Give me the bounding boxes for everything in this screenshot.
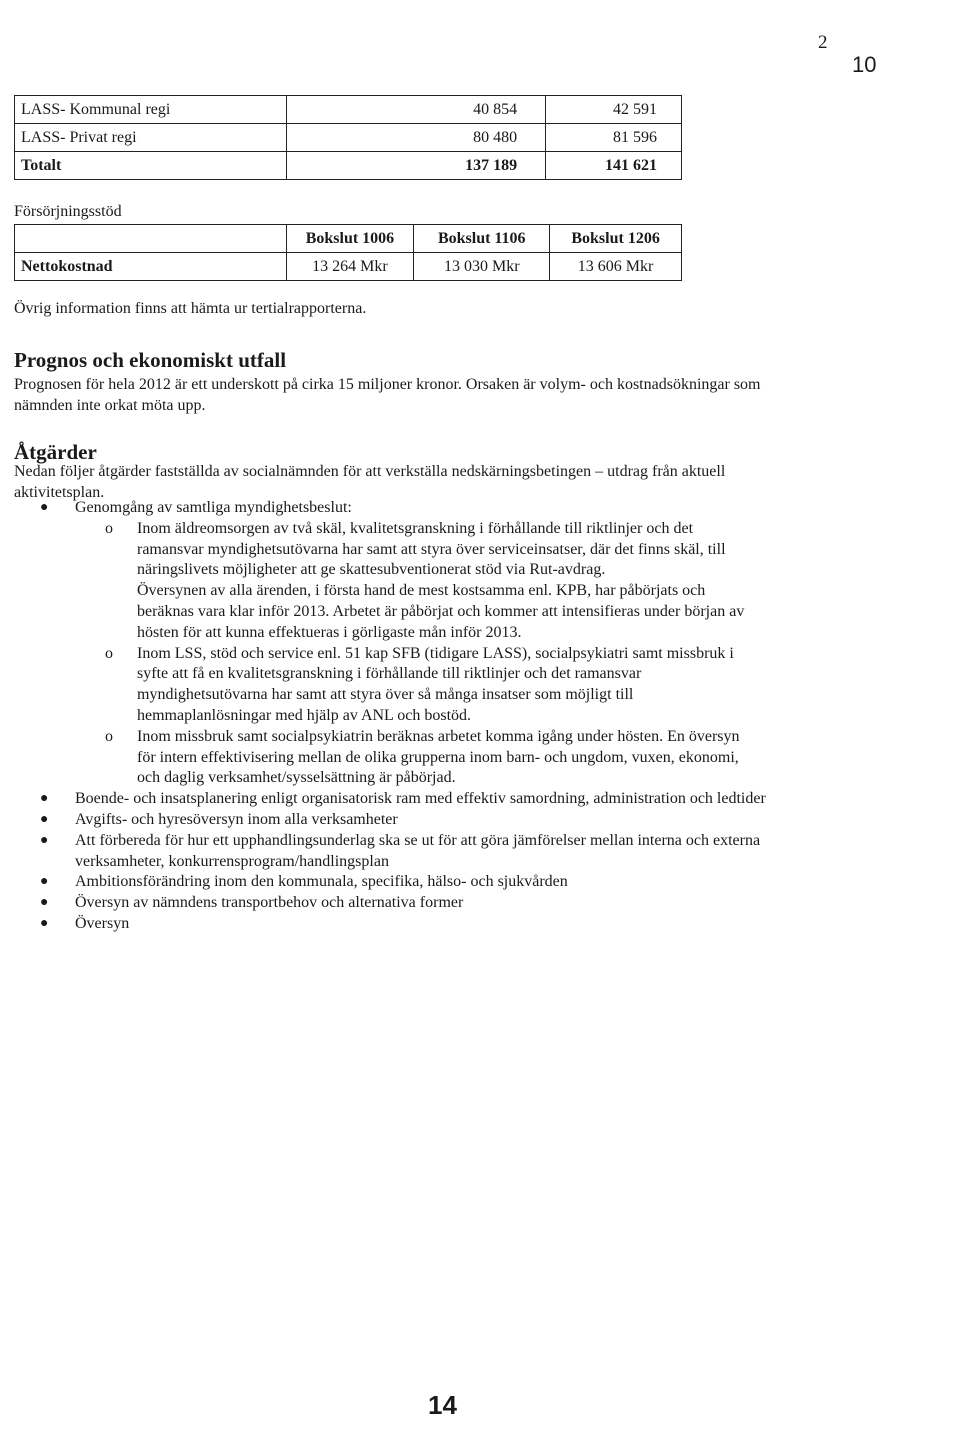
lass-table: [14, 95, 682, 180]
header-cell: Bokslut 1006: [286, 225, 414, 253]
row-value-2: 81 596: [546, 124, 682, 152]
list-item: [14, 872, 814, 893]
forsorjning-title: Försörjningsstöd: [14, 203, 122, 220]
row-value-1: 40 854: [286, 96, 546, 124]
page-number-small: 2: [818, 32, 828, 53]
table-row: [15, 124, 682, 152]
header-cell: Bokslut 1206: [550, 225, 682, 253]
row-value: 13 606 Mkr: [550, 253, 682, 281]
list-item: [14, 498, 814, 789]
header-cell-empty: [15, 225, 287, 253]
atgarder-intro: Nedan följer åtgärder fastställda av socialnämnden för att verkställa nedskärningsbetingen – utdrag från aktuell aktivitetsplan.: [14, 463, 726, 501]
bullet-icon: ●: [40, 874, 49, 890]
info-line: Övrig information finns att hämta ur tertialrapporterna.: [14, 300, 367, 317]
sub-item-text: Inom missbruk samt socialpsykiatrin beräknas arbetet komma igång under hösten. En översyn för intern effektivisering mellan de olika grupperna inom barn- och ungdom, vuxen, ekonomi, och daglig verksamhet/sysselsättning är påbörjad.: [137, 727, 740, 787]
list-item-text: Genomgång av samtliga myndighetsbeslut:: [75, 499, 352, 516]
sub-item-text: Översynen av alla ärenden, i första hand de mest kostsamma enl. KPB, har påbörjats och beräknas vara klar inför 2013. Arbetet är påbörjat och kommer att intensifieras under början av hösten för att kunna effektueras i görligaste mån inför 2013.: [137, 582, 745, 641]
atgarder-heading: Åtgärder: [14, 440, 97, 464]
bullet-icon: ●: [40, 915, 49, 931]
list-item-text: Ambitionsförändring inom den kommunala, specifika, hälso- och sjukvården: [75, 873, 568, 891]
list-item: [14, 789, 814, 810]
list-item-text: Översyn: [75, 914, 130, 932]
row-value-1: 137 189: [286, 152, 546, 180]
row-label: LASS- Privat regi: [15, 124, 287, 152]
page-number-large: 10: [852, 52, 877, 77]
row-label: LASS- Kommunal regi: [15, 96, 287, 124]
bullet-icon: ●: [40, 500, 49, 515]
row-value: 13 030 Mkr: [414, 253, 550, 281]
list-item: [14, 914, 814, 935]
row-value-1: 80 480: [286, 124, 546, 152]
sub-item-text: Inom LSS, stöd och service enl. 51 kap SFB (tidigare LASS), socialpsykiatri samt missbruk i syfte att få en kvalitetsgranskning i förhållande till riktlinjer och det ramansvar myndighetsutövarna har samt att styra över så många insatser som möjligt till hemmaplanlösningar med hjälp av ANL och bostöd.: [137, 644, 734, 724]
prognos-text: Prognosen för hela 2012 är ett underskott på cirka 15 miljoner kronor. Orsaken är volym- och kostnadsökningar som nämnden inte orkat möta upp.: [14, 376, 761, 414]
row-value-2: 141 621: [546, 152, 682, 180]
header-cell: Bokslut 1106: [414, 225, 550, 253]
bullet-icon: ●: [40, 811, 49, 827]
list-item: [14, 810, 814, 831]
footer-page-number: 14: [428, 1390, 457, 1420]
forsorjning-table: [14, 224, 682, 281]
list-item-text: Översyn av nämndens transportbehov och alternativa former: [75, 894, 464, 912]
row-value: 13 264 Mkr: [286, 253, 414, 281]
row-value-2: 42 591: [546, 96, 682, 124]
prognos-heading: Prognos och ekonomiskt utfall: [14, 348, 287, 372]
bullet-icon: ●: [40, 791, 49, 807]
sub-list: [75, 519, 814, 789]
atgarder-list: [14, 498, 814, 935]
table-row: [15, 96, 682, 124]
list-item: [14, 831, 814, 873]
list-item-text: Boende- och insatsplanering enligt organisatorisk ram med effektiv samordning, administration och ledtider: [75, 790, 766, 808]
list-item: [14, 893, 814, 914]
table-row: [15, 253, 682, 281]
circle-bullet-icon: o: [105, 519, 113, 537]
row-label: Totalt: [15, 152, 287, 180]
row-label: Nettokostnad: [15, 253, 287, 281]
table-header-row: [15, 225, 682, 253]
sub-list-item: [75, 644, 757, 727]
bullet-icon: ●: [40, 832, 49, 848]
list-item-text: Avgifts- och hyresöversyn inom alla verksamheter: [75, 810, 398, 828]
sub-list-item: [75, 519, 757, 644]
sub-item-text: Inom äldreomsorgen av två skäl, kvalitetsgranskning i förhållande till riktlinjer och det ramansvar myndighetsutövarna har samt att styra över serviceinsatser, där det finns skäl, till näringslivets möjligheter att ge skattesubventionerat stöd via Rut-avdrag.: [137, 519, 726, 579]
table-row-total: [15, 152, 682, 180]
bullet-icon: ●: [40, 895, 49, 911]
circle-bullet-icon: o: [105, 644, 113, 662]
circle-bullet-icon: o: [105, 727, 113, 745]
sub-list-item: [75, 727, 757, 789]
list-item-text: Att förbereda för hur ett upphandlingsunderlag ska se ut för att göra jämförelser mellan interna och externa verksamheter, konkurrensprogram/handlingsplan: [75, 831, 761, 870]
